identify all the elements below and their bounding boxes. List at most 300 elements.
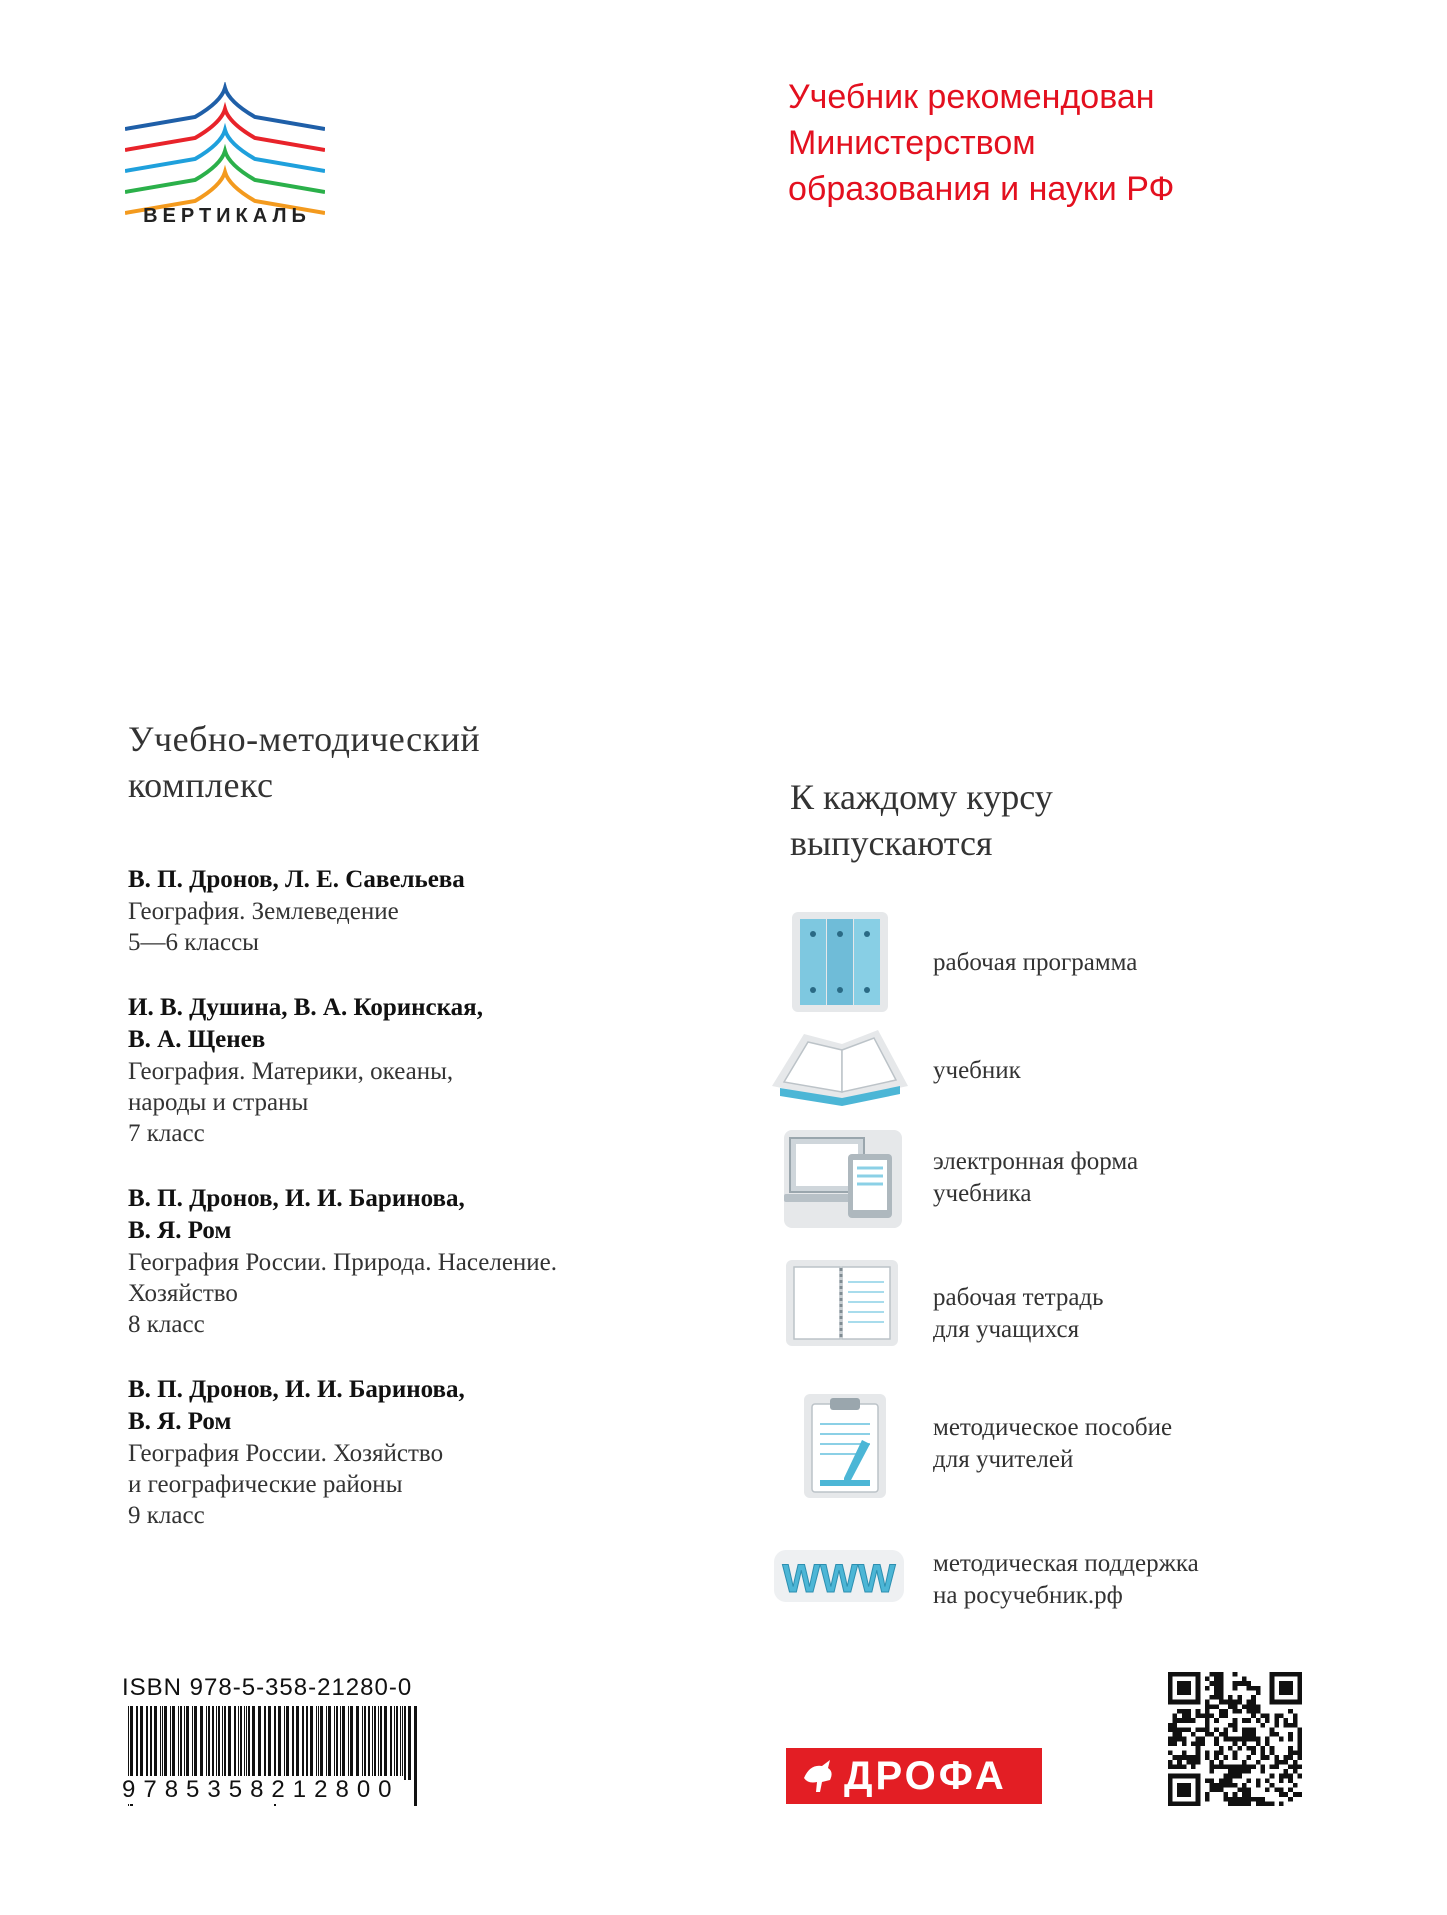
- book-authors: В. П. Дронов, И. И. Баринова, В. Я. Ром: [128, 1185, 465, 1244]
- qr-module: [1270, 1732, 1275, 1737]
- book-title-line: и географические районы: [128, 1471, 403, 1498]
- qr-module: [1288, 1709, 1293, 1714]
- qr-module: [1251, 1704, 1256, 1709]
- qr-finder-module: [1196, 1792, 1201, 1797]
- qr-finder-module: [1168, 1797, 1173, 1802]
- drofa-logo: [786, 1748, 1042, 1804]
- qr-module: [1237, 1774, 1242, 1779]
- qr-module: [1223, 1737, 1228, 1742]
- qr-module: [1297, 1746, 1302, 1751]
- umk-title-line: Учебно-методический: [128, 719, 481, 759]
- qr-module: [1297, 1755, 1302, 1760]
- barcode-bar: [228, 1706, 231, 1780]
- qr-finder-module: [1168, 1792, 1173, 1797]
- qr-module: [1251, 1700, 1256, 1705]
- qr-module: [1223, 1797, 1228, 1802]
- qr-module: [1256, 1718, 1261, 1723]
- barcode-bar: [208, 1706, 210, 1780]
- qr-module: [1228, 1774, 1233, 1779]
- qr-module: [1251, 1686, 1256, 1691]
- qr-module: [1200, 1714, 1205, 1719]
- barcode-bar: [146, 1706, 148, 1780]
- qr-finder-module: [1196, 1672, 1201, 1677]
- qr-finder-module: [1173, 1700, 1178, 1705]
- barcode-bar: [248, 1706, 250, 1780]
- qr-module: [1233, 1797, 1238, 1802]
- qr-module: [1223, 1709, 1228, 1714]
- qr-module: [1210, 1695, 1215, 1700]
- qr-finder-module: [1182, 1792, 1187, 1797]
- qr-finder-module: [1288, 1681, 1293, 1686]
- qr-module: [1247, 1778, 1252, 1783]
- qr-module: [1177, 1732, 1182, 1737]
- qr-module: [1242, 1783, 1247, 1788]
- qr-module: [1297, 1751, 1302, 1756]
- barcode-bar: [264, 1706, 266, 1780]
- qr-module: [1247, 1709, 1252, 1714]
- qr-module: [1233, 1783, 1238, 1788]
- qr-module: [1233, 1672, 1238, 1677]
- qr-finder-module: [1168, 1778, 1173, 1783]
- barcode-bar: [150, 1706, 152, 1780]
- qr-module: [1265, 1718, 1270, 1723]
- umk-title: [128, 716, 648, 808]
- qr-module: [1256, 1737, 1261, 1742]
- barcode-bar: [224, 1706, 226, 1780]
- barcode-bar: [316, 1706, 317, 1780]
- open-book-icon: [770, 1016, 910, 1126]
- qr-finder-module: [1186, 1672, 1191, 1677]
- qr-module: [1228, 1769, 1233, 1774]
- qr-module: [1247, 1755, 1252, 1760]
- qr-module: [1173, 1723, 1178, 1728]
- clipboard-icon: [770, 1390, 910, 1500]
- list-item: [770, 1016, 1370, 1126]
- qr-module: [1177, 1737, 1182, 1742]
- barcode-bar: [302, 1706, 304, 1780]
- qr-module: [1293, 1769, 1298, 1774]
- qr-module: [1200, 1741, 1205, 1746]
- qr-module: [1205, 1727, 1210, 1732]
- qr-module: [1242, 1760, 1247, 1765]
- qr-module: [1265, 1801, 1270, 1806]
- qr-module: [1237, 1769, 1242, 1774]
- barcode-bar: [364, 1706, 366, 1780]
- qr-module: [1205, 1797, 1210, 1802]
- qr-module: [1274, 1788, 1279, 1793]
- book-authors: В. П. Дронов, И. И. Баринова, В. Я. Ром: [128, 1376, 465, 1435]
- qr-module: [1279, 1778, 1284, 1783]
- qr-module: [1297, 1792, 1302, 1797]
- qr-module: [1288, 1737, 1293, 1742]
- qr-module: [1214, 1672, 1219, 1677]
- bird-icon: [800, 1756, 838, 1796]
- barcode-bar: [154, 1706, 157, 1780]
- qr-module: [1219, 1709, 1224, 1714]
- qr-finder-module: [1177, 1792, 1182, 1797]
- qr-module: [1297, 1727, 1302, 1732]
- qr-module: [1228, 1737, 1233, 1742]
- qr-module: [1228, 1746, 1233, 1751]
- qr-module: [1256, 1778, 1261, 1783]
- qr-module: [1182, 1727, 1187, 1732]
- www-icon: [770, 1520, 910, 1630]
- qr-module: [1256, 1797, 1261, 1802]
- qr-finder-module: [1297, 1677, 1302, 1682]
- qr-module: [1233, 1792, 1238, 1797]
- recommendation-line: образования и науки РФ: [788, 170, 1175, 208]
- barcode-bar: [374, 1706, 376, 1780]
- qr-finder-module: [1177, 1672, 1182, 1677]
- qr-finder-module: [1177, 1783, 1182, 1788]
- barcode-bar: [326, 1706, 327, 1780]
- qr-finder-module: [1196, 1681, 1201, 1686]
- barcode-bar: [162, 1706, 163, 1780]
- umk-title-line: комплекс: [128, 765, 274, 805]
- qr-module: [1228, 1783, 1233, 1788]
- qr-finder-module: [1196, 1677, 1201, 1682]
- qr-module: [1274, 1732, 1279, 1737]
- qr-module: [1205, 1677, 1210, 1682]
- qr-module: [1260, 1751, 1265, 1756]
- qr-module: [1214, 1677, 1219, 1682]
- qr-module: [1251, 1727, 1256, 1732]
- qr-module: [1182, 1714, 1187, 1719]
- qr-module: [1265, 1755, 1270, 1760]
- qr-finder-module: [1168, 1695, 1173, 1700]
- qr-module: [1242, 1801, 1247, 1806]
- qr-module: [1223, 1764, 1228, 1769]
- barcode-bar: [378, 1706, 379, 1780]
- binders-icon: [770, 908, 910, 1018]
- qr-finder-module: [1284, 1672, 1289, 1677]
- barcode-bar: [334, 1706, 335, 1780]
- qr-module: [1233, 1704, 1238, 1709]
- qr-finder-module: [1196, 1801, 1201, 1806]
- qr-finder-module: [1279, 1681, 1284, 1686]
- qr-finder-module: [1182, 1681, 1187, 1686]
- qr-module: [1168, 1737, 1173, 1742]
- qr-finder-module: [1196, 1783, 1201, 1788]
- ministry-recommendation: [788, 74, 1348, 212]
- qr-finder-module: [1196, 1774, 1201, 1779]
- recommendation-line: Учебник рекомендован: [788, 78, 1155, 116]
- qr-module: [1247, 1764, 1252, 1769]
- qr-module: [1247, 1792, 1252, 1797]
- qr-module: [1219, 1778, 1224, 1783]
- qr-module: [1256, 1760, 1261, 1765]
- qr-module: [1223, 1774, 1228, 1779]
- qr-module: [1293, 1751, 1298, 1756]
- qr-module: [1223, 1727, 1228, 1732]
- qr-module: [1182, 1764, 1187, 1769]
- qr-finder-module: [1293, 1672, 1298, 1677]
- qr-module: [1210, 1764, 1215, 1769]
- book-title-line: География России. Хозяйство: [128, 1440, 444, 1467]
- qr-module: [1233, 1700, 1238, 1705]
- book-list: [128, 864, 688, 1565]
- barcode-bar: [252, 1706, 255, 1780]
- qr-module: [1205, 1792, 1210, 1797]
- qr-module: [1237, 1764, 1242, 1769]
- qr-module: [1256, 1709, 1261, 1714]
- qr-module: [1173, 1714, 1178, 1719]
- qr-module: [1260, 1764, 1265, 1769]
- qr-module: [1242, 1764, 1247, 1769]
- qr-module: [1205, 1704, 1210, 1709]
- qr-module: [1251, 1751, 1256, 1756]
- qr-module: [1228, 1797, 1233, 1802]
- qr-module: [1265, 1714, 1270, 1719]
- qr-module: [1205, 1714, 1210, 1719]
- qr-finder-module: [1177, 1801, 1182, 1806]
- qr-module: [1233, 1741, 1238, 1746]
- qr-module: [1228, 1695, 1233, 1700]
- qr-module: [1173, 1727, 1178, 1732]
- qr-finder-module: [1182, 1774, 1187, 1779]
- qr-module: [1196, 1727, 1201, 1732]
- qr-module: [1251, 1797, 1256, 1802]
- qr-module: [1191, 1760, 1196, 1765]
- qr-module: [1293, 1760, 1298, 1765]
- qr-module: [1265, 1788, 1270, 1793]
- qr-module: [1219, 1764, 1224, 1769]
- qr-module: [1219, 1686, 1224, 1691]
- qr-finder-module: [1186, 1788, 1191, 1793]
- qr-finder-module: [1168, 1700, 1173, 1705]
- qr-module: [1284, 1792, 1289, 1797]
- qr-module: [1270, 1746, 1275, 1751]
- qr-module: [1191, 1741, 1196, 1746]
- qr-module: [1251, 1764, 1256, 1769]
- qr-module: [1191, 1764, 1196, 1769]
- qr-finder-module: [1196, 1690, 1201, 1695]
- qr-module: [1173, 1718, 1178, 1723]
- qr-module: [1251, 1695, 1256, 1700]
- barcode-bar: [310, 1706, 313, 1780]
- qr-module: [1233, 1755, 1238, 1760]
- barcode-bar: [336, 1706, 338, 1780]
- qr-module: [1186, 1714, 1191, 1719]
- qr-finder-module: [1182, 1686, 1187, 1691]
- qr-finder-module: [1297, 1681, 1302, 1686]
- qr-module: [1191, 1732, 1196, 1737]
- qr-module: [1196, 1737, 1201, 1742]
- qr-module: [1168, 1727, 1173, 1732]
- notebook-icon: [770, 1258, 910, 1368]
- qr-module: [1228, 1801, 1233, 1806]
- qr-module: [1288, 1774, 1293, 1779]
- qr-module: [1260, 1714, 1265, 1719]
- qr-module: [1177, 1755, 1182, 1760]
- qr-finder-module: [1270, 1690, 1275, 1695]
- qr-module: [1214, 1690, 1219, 1695]
- book-title-line: География. Материки, океаны,: [128, 1058, 454, 1085]
- barcode-bar: [278, 1706, 281, 1780]
- barcode-bar: [284, 1706, 285, 1780]
- book-title-line: География России. Природа. Население.: [128, 1249, 558, 1276]
- qr-module: [1210, 1732, 1215, 1737]
- qr-module: [1279, 1760, 1284, 1765]
- barcode-bar: [402, 1706, 403, 1780]
- qr-module: [1237, 1746, 1242, 1751]
- qr-module: [1219, 1746, 1224, 1751]
- qr-module: [1297, 1741, 1302, 1746]
- qr-module: [1228, 1700, 1233, 1705]
- qr-module: [1205, 1723, 1210, 1728]
- qr-module: [1182, 1709, 1187, 1714]
- barcode-bar: [328, 1706, 331, 1780]
- qr-module: [1233, 1727, 1238, 1732]
- qr-finder-module: [1284, 1690, 1289, 1695]
- qr-finder-module: [1297, 1690, 1302, 1695]
- book-entry: [128, 1183, 688, 1340]
- qr-finder-module: [1279, 1686, 1284, 1691]
- qr-module: [1168, 1751, 1173, 1756]
- barcode-digits: 9785358212800: [122, 1776, 404, 1804]
- qr-module: [1223, 1755, 1228, 1760]
- qr-module: [1219, 1700, 1224, 1705]
- qr-module: [1247, 1727, 1252, 1732]
- qr-module: [1205, 1778, 1210, 1783]
- qr-module: [1247, 1718, 1252, 1723]
- barcode-bar: [400, 1706, 401, 1780]
- qr-module: [1173, 1755, 1178, 1760]
- qr-module: [1186, 1718, 1191, 1723]
- qr-module: [1177, 1718, 1182, 1723]
- isbn-label: ISBN 978-5-358-21280-0: [122, 1674, 413, 1701]
- qr-module: [1242, 1741, 1247, 1746]
- book-title-line: народы и страны: [128, 1089, 309, 1116]
- qr-module: [1205, 1686, 1210, 1691]
- qr-module: [1247, 1769, 1252, 1774]
- qr-module: [1214, 1686, 1219, 1691]
- qr-module: [1228, 1778, 1233, 1783]
- qr-module: [1288, 1778, 1293, 1783]
- list-item-label: рабочая тетрадь для учащихся: [933, 1284, 1104, 1343]
- qr-module: [1177, 1709, 1182, 1714]
- barcode-bar: [184, 1706, 185, 1780]
- qr-finder-module: [1297, 1695, 1302, 1700]
- qr-module: [1233, 1681, 1238, 1686]
- qr-finder-module: [1191, 1672, 1196, 1677]
- qr-module: [1256, 1801, 1261, 1806]
- qr-finder-module: [1177, 1788, 1182, 1793]
- qr-module: [1242, 1797, 1247, 1802]
- qr-module: [1274, 1755, 1279, 1760]
- qr-module: [1242, 1677, 1247, 1682]
- qr-module: [1237, 1737, 1242, 1742]
- course-materials-title: [790, 774, 1250, 866]
- qr-module: [1293, 1783, 1298, 1788]
- qr-module: [1247, 1801, 1252, 1806]
- qr-module: [1223, 1778, 1228, 1783]
- qr-finder-module: [1270, 1677, 1275, 1682]
- qr-finder-module: [1297, 1686, 1302, 1691]
- qr-module: [1177, 1760, 1182, 1765]
- qr-module: [1210, 1783, 1215, 1788]
- qr-finder-module: [1288, 1700, 1293, 1705]
- qr-module: [1251, 1732, 1256, 1737]
- qr-finder-module: [1288, 1672, 1293, 1677]
- barcode-bar: [192, 1706, 193, 1780]
- qr-finder-module: [1186, 1774, 1191, 1779]
- qr-finder-module: [1270, 1681, 1275, 1686]
- book-grade: 7 класс: [128, 1120, 205, 1147]
- qr-module: [1173, 1732, 1178, 1737]
- qr-module: [1210, 1760, 1215, 1765]
- qr-module: [1210, 1681, 1215, 1686]
- qr-finder-module: [1182, 1801, 1187, 1806]
- qr-module: [1168, 1741, 1173, 1746]
- qr-code: [1168, 1672, 1302, 1806]
- qr-module: [1297, 1737, 1302, 1742]
- qr-module: [1256, 1783, 1261, 1788]
- barcode-bar: [348, 1706, 349, 1780]
- book-entry: [128, 864, 688, 958]
- qr-finder-module: [1168, 1774, 1173, 1779]
- barcode-bar: [340, 1706, 341, 1780]
- qr-module: [1288, 1764, 1293, 1769]
- qr-module: [1214, 1741, 1219, 1746]
- qr-module: [1233, 1764, 1238, 1769]
- barcode-bar: [160, 1706, 161, 1780]
- qr-finder-module: [1270, 1700, 1275, 1705]
- qr-finder-module: [1182, 1788, 1187, 1793]
- qr-finder-module: [1168, 1672, 1173, 1677]
- qr-module: [1205, 1700, 1210, 1705]
- qr-module: [1274, 1764, 1279, 1769]
- qr-module: [1219, 1714, 1224, 1719]
- qr-module: [1293, 1718, 1298, 1723]
- qr-module: [1182, 1737, 1187, 1742]
- qr-finder-module: [1279, 1690, 1284, 1695]
- qr-finder-module: [1284, 1700, 1289, 1705]
- qr-module: [1247, 1704, 1252, 1709]
- recommendation-line: Министерством: [788, 124, 1036, 162]
- qr-module: [1196, 1714, 1201, 1719]
- qr-module: [1260, 1797, 1265, 1802]
- qr-finder-module: [1186, 1686, 1191, 1691]
- barcode-bar: [200, 1706, 203, 1780]
- qr-module: [1288, 1755, 1293, 1760]
- qr-module: [1274, 1760, 1279, 1765]
- list-item-label: методическое пособие для учителей: [933, 1414, 1173, 1473]
- qr-module: [1219, 1760, 1224, 1765]
- qr-module: [1288, 1723, 1293, 1728]
- qr-module: [1186, 1709, 1191, 1714]
- barcode-bar: [244, 1706, 245, 1780]
- qr-module: [1247, 1686, 1252, 1691]
- barcode-bar: [238, 1706, 239, 1780]
- qr-module: [1219, 1672, 1224, 1677]
- qr-finder-module: [1284, 1686, 1289, 1691]
- qr-module: [1237, 1788, 1242, 1793]
- qr-module: [1237, 1797, 1242, 1802]
- qr-module: [1210, 1704, 1215, 1709]
- qr-module: [1210, 1769, 1215, 1774]
- book-entry: [128, 1374, 688, 1531]
- qr-module: [1214, 1751, 1219, 1756]
- qr-module: [1182, 1741, 1187, 1746]
- qr-finder-module: [1168, 1681, 1173, 1686]
- qr-module: [1270, 1764, 1275, 1769]
- qr-module: [1173, 1764, 1178, 1769]
- qr-finder-module: [1196, 1778, 1201, 1783]
- list-item: [770, 1390, 1370, 1500]
- qr-finder-module: [1270, 1686, 1275, 1691]
- qr-module: [1223, 1714, 1228, 1719]
